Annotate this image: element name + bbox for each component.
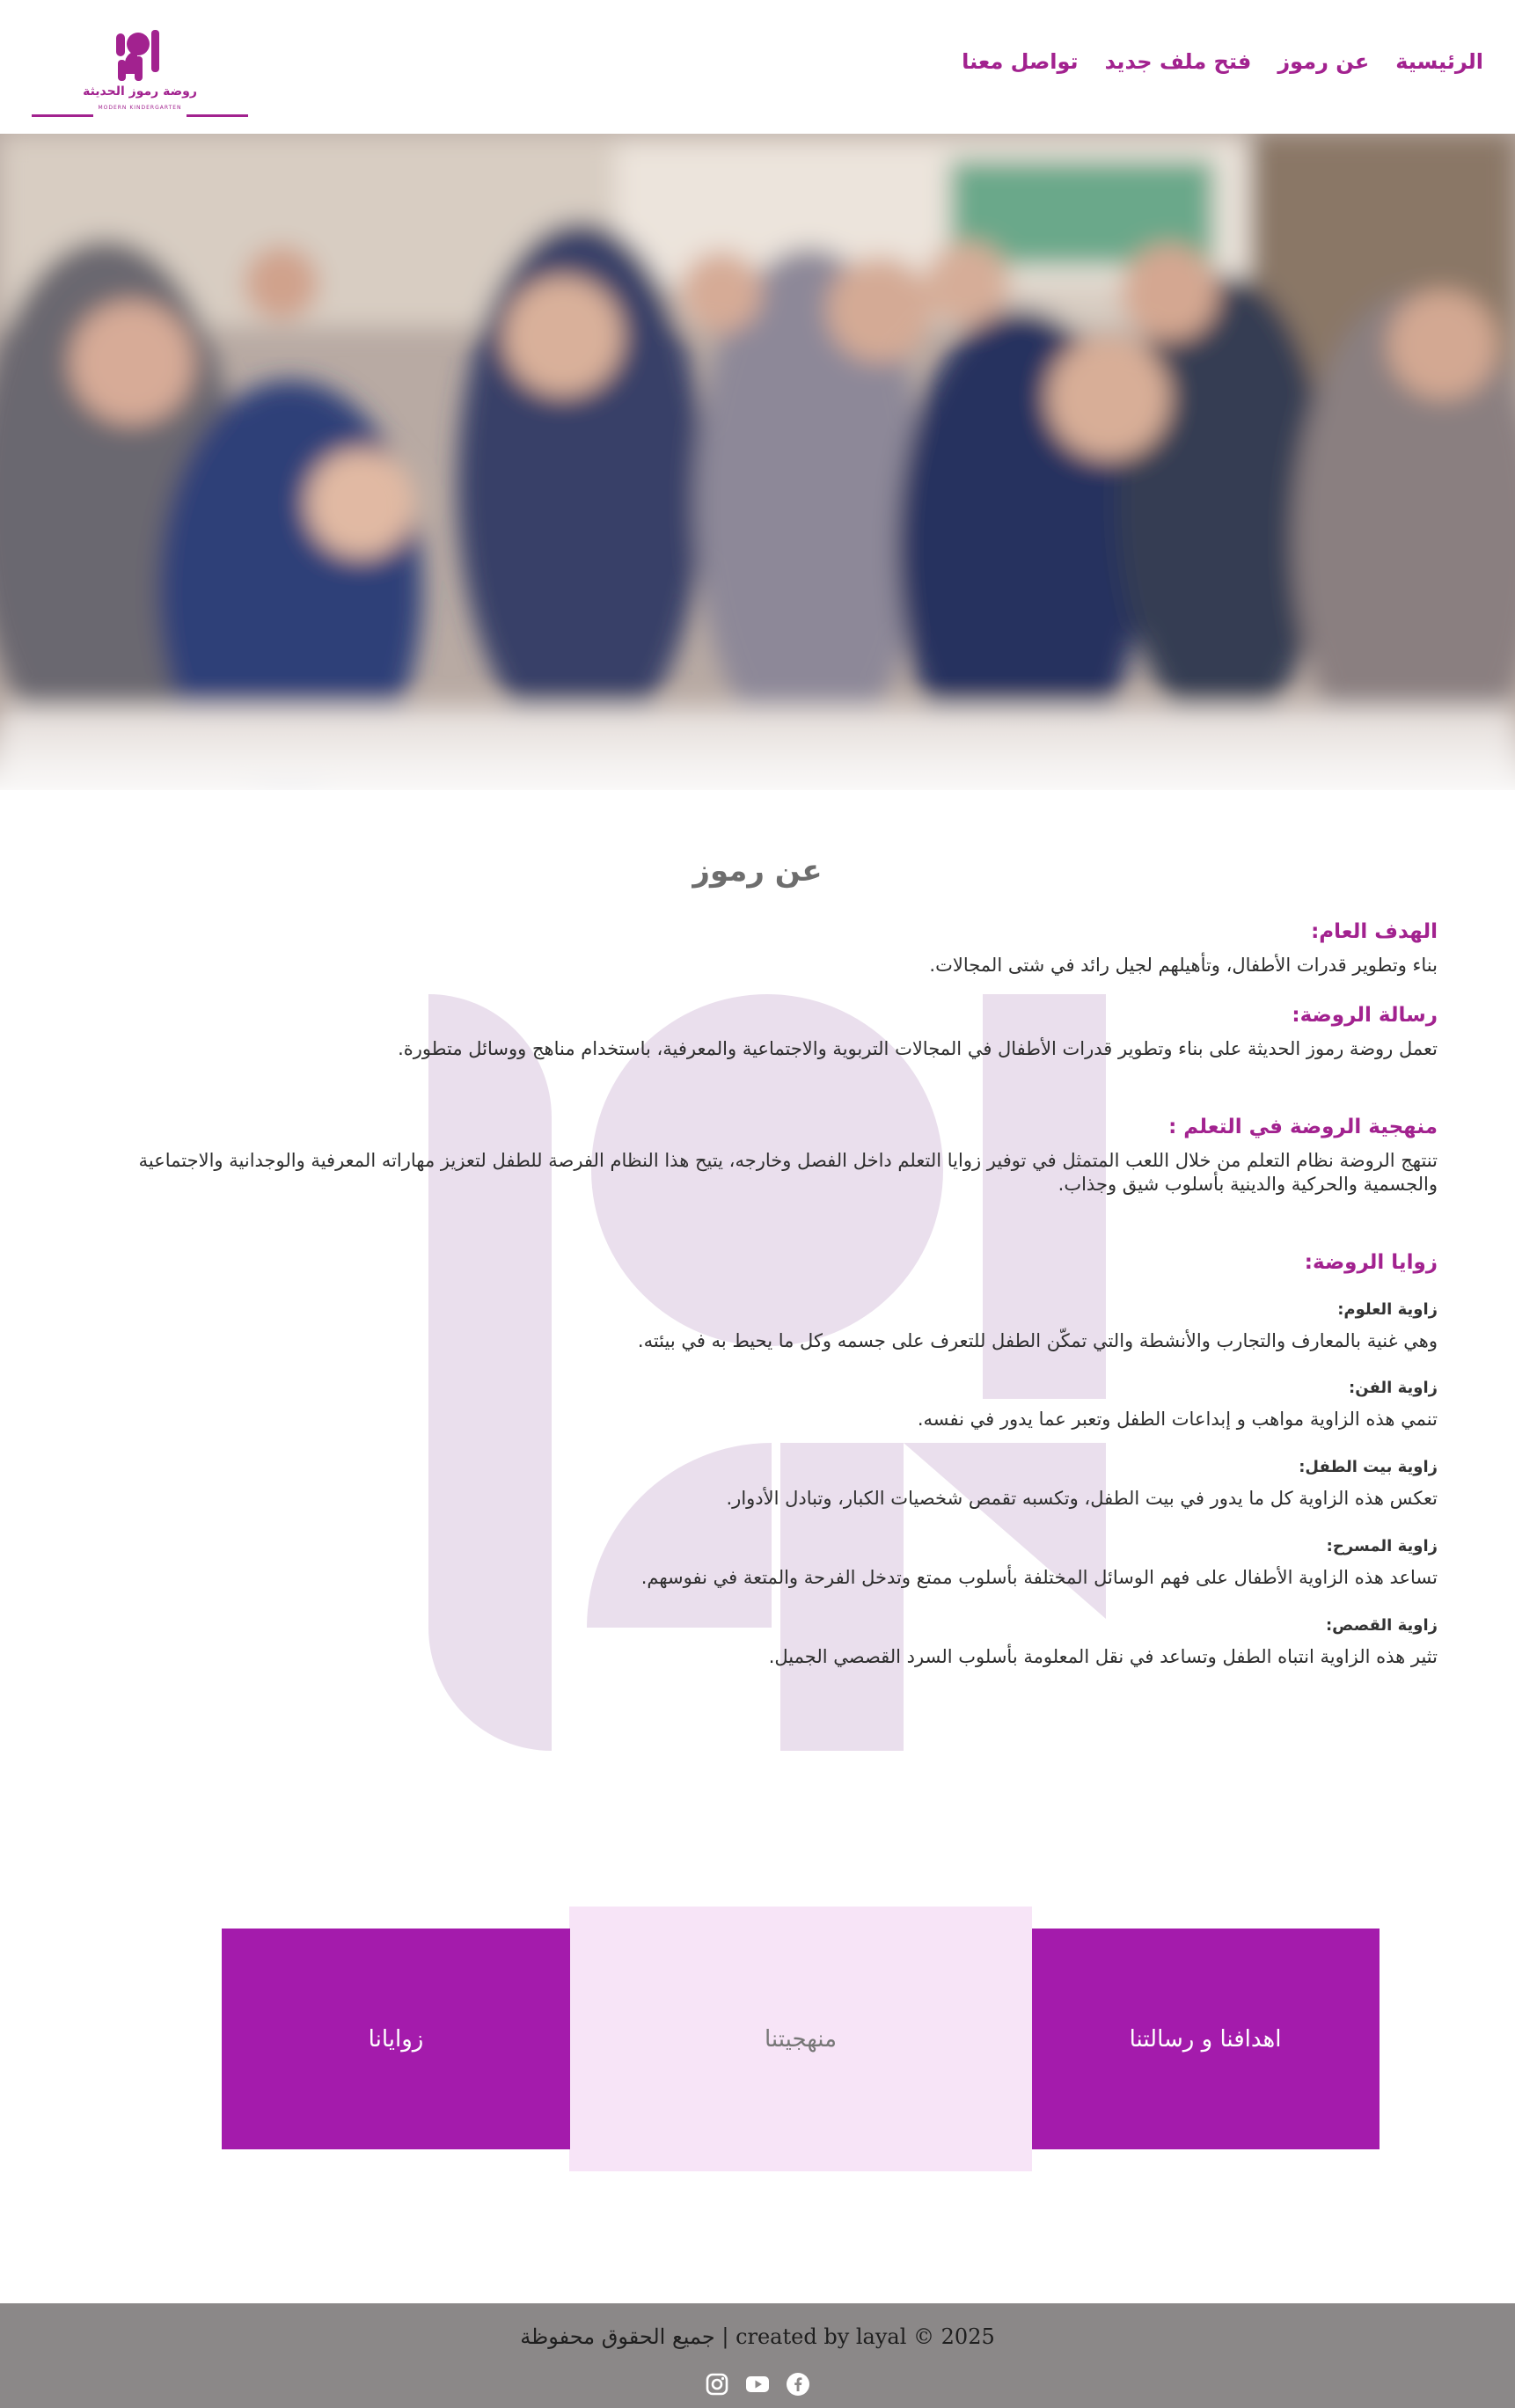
nav-home-link[interactable]: الرئيسية (1395, 49, 1483, 74)
mission-heading: رسالة الروضة: (1292, 1003, 1438, 1027)
facebook-icon[interactable] (786, 2372, 810, 2397)
logo-subtext: MODERN KINDERGARTEN (98, 105, 182, 111)
corners-heading: زوايا الروضة: (1304, 1250, 1438, 1274)
nav-contact-link[interactable]: تواصل معنا (962, 49, 1079, 74)
corner-item (118, 1379, 1438, 1431)
corner-text: تثير هذه الزاوية انتباه الطفل وتساعد في نقل المعلومة بأسلوب السرد القصصي الجميل. (768, 1646, 1438, 1667)
goals-tile-button[interactable]: اهدافنا و رسالتنا (1031, 1929, 1380, 2149)
site-footer (0, 2303, 1515, 2408)
corner-text: تعكس هذه الزاوية كل ما يدور في بيت الطفل، وتكسبه تقمص شخصيات الكبار، وتبادل الأدوار. (726, 1488, 1438, 1510)
nav-about-link[interactable]: عن رموز (1277, 49, 1370, 74)
corner-title: زاوية بيت الطفل: (1299, 1458, 1438, 1477)
corner-title: زاوية الفن: (1349, 1379, 1438, 1398)
corner-title: زاوية المسرح: (1326, 1537, 1438, 1556)
hero-photo (0, 134, 1515, 790)
social-links (0, 2372, 1515, 2397)
goal-heading: الهدف العام: (1311, 920, 1438, 943)
corner-text: تنمي هذه الزاوية مواهب و إبداعات الطفل وتعبر عما يدور في نفسه. (917, 1409, 1438, 1431)
about-content (118, 920, 1438, 1669)
site-logo[interactable] (32, 25, 248, 123)
copyright-text: جميع الحقوق محفوظة | created by layal © 2025 (520, 2324, 995, 2349)
method-heading: منهجية الروضة في التعلم : (1168, 1115, 1438, 1138)
corner-item (118, 1616, 1438, 1669)
nav-new-file-link[interactable]: فتح ملف جديد (1104, 49, 1252, 74)
goal-text: بناء وتطوير قدرات الأطفال، وتأهيلهم لجيل رائد في شتى المجالات. (929, 955, 1438, 976)
youtube-icon[interactable] (745, 2372, 770, 2397)
corner-item (118, 1300, 1438, 1353)
corners-tile-button[interactable]: زوايانا (222, 1929, 570, 2149)
instagram-icon[interactable] (705, 2372, 729, 2397)
hero-image (0, 134, 1515, 790)
method-tile-button[interactable]: منهجيتنا (569, 1907, 1032, 2171)
corner-item (118, 1458, 1438, 1511)
corner-text: تساعد هذه الزاوية الأطفال على فهم الوسائل المختلفة بأسلوب ممتع وتدخل الفرحة والمتعة في نفوسهم. (640, 1567, 1438, 1589)
mission-text: تعمل روضة رموز الحديثة على بناء وتطوير قدرات الأطفال في المجالات التربوية والاجتماعية والمعرفية، باستخدام مناهج ووسائل متطورة. (398, 1037, 1438, 1059)
method-text: تنتهج الروضة نظام التعلم من خلال اللعب المتمثل في توفير زوايا التعلم داخل الفصل وخارجه، يتيح هذا النظام الفرصة للطفل لتعزيز مهاراته المعرفية والوجدانية والاجتماعية والجسمية والحركية والدينية بأسلوب شيق وجذاب. (138, 1149, 1438, 1195)
corner-title: زاوية العلوم: (1337, 1299, 1438, 1319)
corner-title: زاوية القصص: (1325, 1616, 1438, 1635)
site-header (0, 0, 1515, 134)
page-title: عن رموز (692, 853, 823, 889)
corner-item (118, 1537, 1438, 1590)
corner-text: وهي غنية بالمعارف والتجارب والأنشطة والتي تمكّن الطفل للتعرف على جسمه وكل ما يحيط به في بيئته. (637, 1329, 1438, 1351)
logo-text: روضة رموز الحديثة (83, 84, 197, 99)
main-nav (962, 49, 1483, 74)
